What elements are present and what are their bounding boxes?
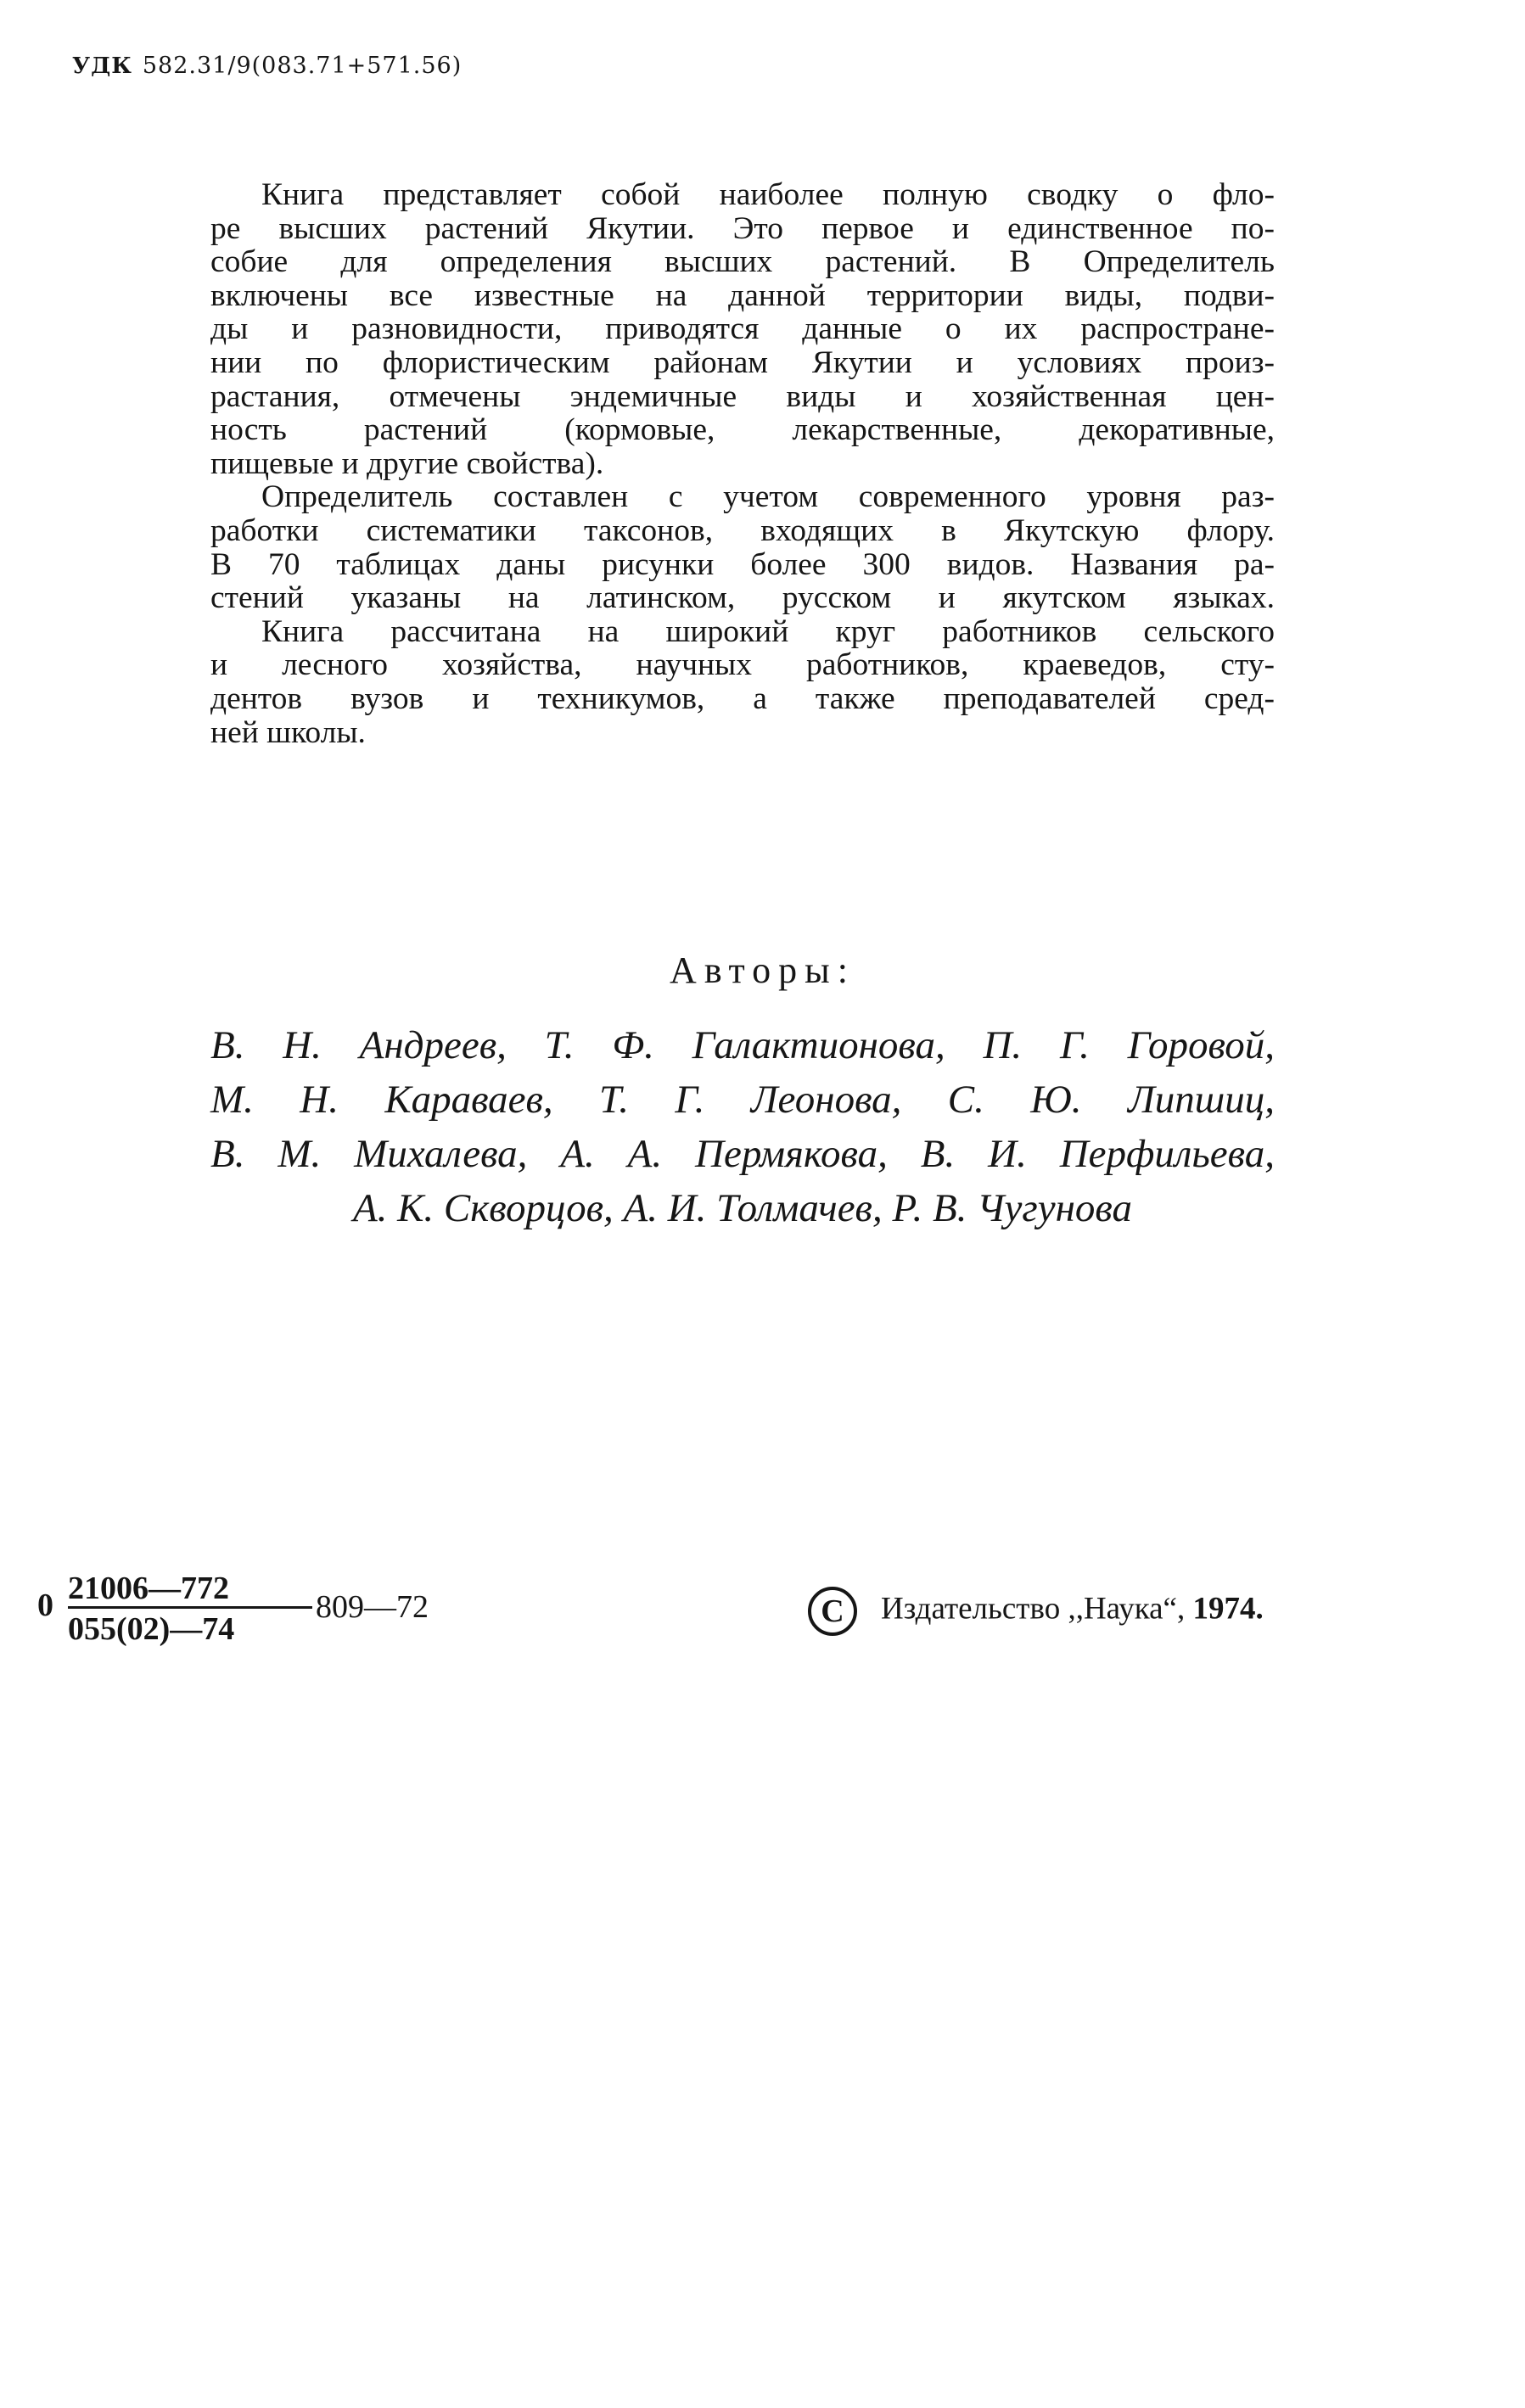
authors-line: В. Н. Андреев, Т. Ф. Галактионова, П. Г. Горовой, [210, 1023, 1275, 1067]
imprint-code [37, 1570, 462, 1647]
abstract-line: растания, отмечены эндемичные виды и хозяйственная цен- [210, 378, 1275, 414]
abstract-line: и лесного хозяйства, научных работников, краеведов, сту- [210, 647, 1275, 683]
abstract-line: пищевые и другие свойства). [210, 445, 604, 481]
abstract-line: Книга рассчитана на широкий круг работников сельского [261, 613, 1275, 649]
abstract-line: Книга представляет собой наиболее полную сводку о фло- [261, 177, 1275, 212]
publisher-name: Издательство ,,Наука“, [881, 1591, 1186, 1627]
fraction-bar [68, 1606, 312, 1609]
imprint-prefix: 0 [37, 1588, 53, 1623]
abstract-line: включены все известные на данной территории виды, подви- [210, 277, 1275, 313]
abstract-line: стений указаны на латинском, русском и якутском языках. [210, 580, 1275, 616]
authors-heading: Авторы: [670, 949, 855, 991]
imprint-denominator: 055(02)—74 [68, 1611, 235, 1647]
imprint-suffix: 809—72 [316, 1589, 429, 1625]
abstract-line: дентов вузов и техникумов, а также преподавателей сред- [210, 680, 1275, 716]
abstract-line: ней школы. [210, 714, 366, 750]
udk-code: 582.31/9(083.71+571.56) [142, 53, 463, 79]
authors-line: М. Н. Караваев, Т. Г. Леонова, С. Ю. Липшиц, [210, 1078, 1275, 1122]
abstract-line: Определитель составлен с учетом современного уровня раз- [261, 479, 1275, 515]
udk-label: УДК [72, 53, 132, 79]
abstract-line: нии по флористическим районам Якутии и условиях произ- [210, 344, 1275, 380]
authors-line: В. М. Михалева, А. А. Пермякова, В. И. Перфильева, [210, 1132, 1275, 1176]
imprint-numerator: 21006—772 [68, 1571, 229, 1606]
copyright-icon: C [808, 1587, 857, 1636]
udk-classification [72, 53, 462, 79]
copyright-line [808, 1587, 1264, 1636]
abstract-line: собие для определения высших растений. В Определитель [210, 244, 1275, 280]
abstract-line: работки систематики таксонов, входящих в Якутскую флору. [210, 512, 1275, 548]
abstract-text [210, 178, 1275, 749]
publication-year: 1974. [1192, 1591, 1264, 1627]
authors-list [210, 1018, 1275, 1235]
abstract-line: ды и разновидности, приводятся данные о их распростране- [210, 311, 1275, 347]
abstract-line: ность растений (кормовые, лекарственные, декоративные, [210, 412, 1275, 448]
authors-line: А. К. Скворцов, А. И. Толмачев, Р. В. Чугунова [352, 1186, 1133, 1230]
abstract-line: В 70 таблицах даны рисунки более 300 видов. Названия ра- [210, 546, 1275, 582]
abstract-line: ре высших растений Якутии. Это первое и единственное по- [210, 210, 1275, 246]
